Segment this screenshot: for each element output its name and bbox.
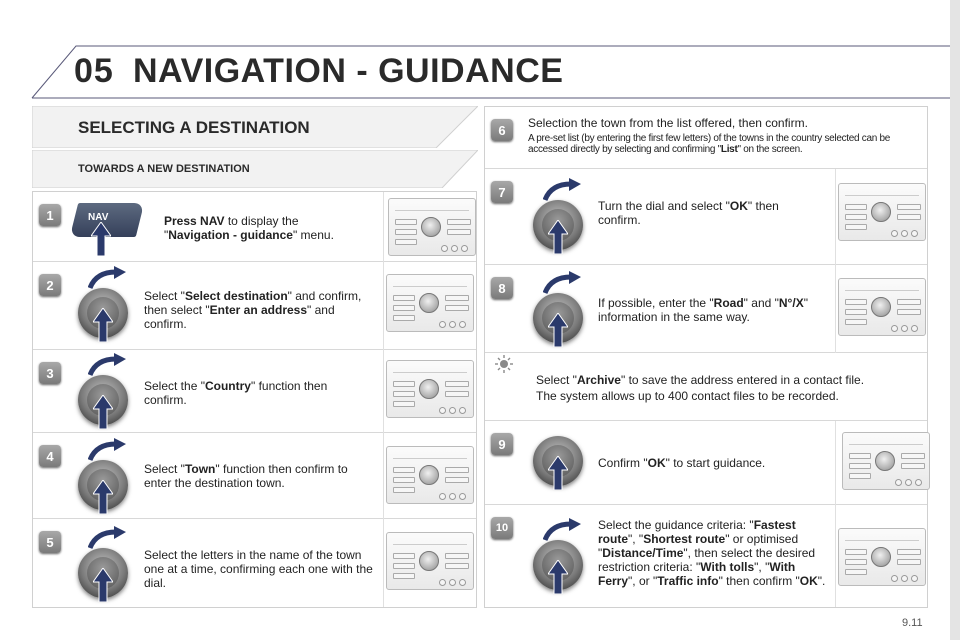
- press-arrow-icon: [93, 395, 113, 429]
- step-badge: 7: [491, 181, 513, 203]
- subsection-banner: [32, 150, 478, 188]
- step-badge: 9: [491, 433, 513, 455]
- bold-term: With tolls: [700, 560, 755, 574]
- step-6-text: Selection the town from the list offered, then confirm.: [528, 116, 808, 130]
- press-arrow-icon: [93, 480, 113, 514]
- text-span: Select ": [144, 289, 185, 303]
- section-title: SELECTING A DESTINATION: [78, 118, 310, 137]
- bold-term: OK: [647, 456, 666, 470]
- text-span: ".: [817, 574, 826, 588]
- text-span: " and confirm.: [144, 303, 335, 331]
- step-badge: 5: [39, 531, 61, 553]
- text-span: ", then select the desired restriction criteria: ": [598, 546, 816, 574]
- step-9-text: [598, 456, 828, 470]
- text-span: Confirm ": [598, 456, 648, 470]
- turn-arrow-icon: [543, 518, 583, 542]
- radio-unit-illustration: [838, 528, 926, 586]
- bold-term: Select destination: [184, 289, 288, 303]
- radio-unit-illustration: [386, 446, 474, 504]
- column-divider: [835, 169, 836, 353]
- text-span: Select ": [536, 373, 577, 387]
- text-span: Select ": [144, 462, 185, 476]
- step-6-note: [528, 133, 920, 155]
- radio-unit-illustration: [838, 183, 926, 241]
- text-span: " or optimised ": [598, 532, 799, 560]
- bold-term: List: [720, 144, 738, 155]
- press-arrow-icon: [548, 560, 568, 594]
- text-span: " to start guidance.: [665, 456, 766, 470]
- text-span: Select the ": [144, 379, 205, 393]
- text-span: ", ": [754, 560, 770, 574]
- chapter-number: 05: [74, 52, 114, 90]
- column-divider: [835, 421, 836, 607]
- text-span: Select the letters in the name of the town one at a time, confirming each one with the dial.: [144, 548, 373, 590]
- radio-unit-illustration: [388, 198, 476, 256]
- press-arrow-icon: [548, 313, 568, 347]
- tip-line-2: The system allows up to 400 contact files to be recorded.: [536, 389, 839, 403]
- text-span: ", or ": [628, 574, 658, 588]
- bold-term: OK: [799, 574, 818, 588]
- text-span: " to save the address entered in a contact file.: [620, 373, 865, 387]
- section-subtitle: TOWARDS A NEW DESTINATION: [78, 163, 250, 175]
- bold-term: Road: [713, 296, 744, 310]
- turn-arrow-icon: [543, 271, 583, 295]
- step-10-text: [598, 518, 826, 588]
- step-5-text: [144, 548, 379, 590]
- tip-text: [536, 373, 916, 387]
- lightbulb-icon: [495, 355, 513, 373]
- press-arrow-icon: [93, 308, 113, 342]
- text-span: ", ": [628, 532, 644, 546]
- page-header: [0, 0, 960, 104]
- text-span: " menu.: [292, 228, 334, 242]
- press-arrow-icon: [548, 456, 568, 490]
- text-span: " on the screen.: [737, 144, 803, 155]
- step-4-text: [144, 462, 374, 490]
- turn-arrow-icon: [88, 353, 128, 377]
- radio-unit-illustration: [842, 432, 930, 490]
- tip-row: [485, 353, 927, 421]
- text-span: Turn the dial and select ": [598, 199, 730, 213]
- step-2-text: [144, 289, 379, 331]
- bold-term: Traffic info: [657, 574, 719, 588]
- step-1-text: [164, 214, 354, 242]
- nav-key-label: NAV: [88, 212, 109, 223]
- chapter-title: NAVIGATION - GUIDANCE: [133, 52, 564, 90]
- step-badge: 8: [491, 277, 513, 299]
- bold-term: Fastest route: [598, 518, 796, 546]
- radio-unit-illustration: [838, 278, 926, 336]
- bold-term: OK: [729, 199, 748, 213]
- press-arrow-icon: [548, 220, 568, 254]
- bold-term: Distance/Time: [602, 546, 684, 560]
- press-arrow-icon: [91, 222, 111, 256]
- step-badge: 6: [491, 119, 513, 141]
- radio-unit-illustration: [386, 360, 474, 418]
- text-span: " and ": [743, 296, 779, 310]
- step-badge: 4: [39, 445, 61, 467]
- text-span: " function then confirm to enter the destination town.: [144, 462, 348, 490]
- turn-arrow-icon: [543, 178, 583, 202]
- bold-term: Shortest route: [643, 532, 726, 546]
- bold-term: Archive: [576, 373, 621, 387]
- text-span: ": [164, 228, 169, 242]
- text-span: " and confirm, then select ": [144, 289, 362, 317]
- radio-unit-illustration: [386, 274, 474, 332]
- bold-term: Country: [204, 379, 251, 393]
- column-divider: [383, 192, 384, 607]
- text-span: " then confirm.: [598, 199, 779, 227]
- bold-term: Navigation - guidance: [168, 228, 293, 242]
- radio-unit-illustration: [386, 532, 474, 590]
- step-badge: 10: [491, 517, 513, 539]
- press-arrow-icon: [93, 568, 113, 602]
- text-span: A pre-set list (by entering the first few letters) of the towns in the country selected can be accessed directly by selecting and confirming ": [528, 133, 890, 155]
- text-span: " then confirm ": [718, 574, 800, 588]
- step-badge: 2: [39, 274, 61, 296]
- step-7-text: [598, 199, 808, 227]
- step-3-text: [144, 379, 354, 407]
- step-8-text: [598, 296, 828, 324]
- turn-arrow-icon: [88, 526, 128, 550]
- page-number: 9.11: [902, 617, 923, 629]
- turn-arrow-icon: [88, 438, 128, 462]
- bold-term: With Ferry: [598, 560, 796, 588]
- bold-term: Press NAV: [164, 214, 225, 228]
- step-badge: 1: [39, 204, 61, 226]
- turn-arrow-icon: [88, 266, 128, 290]
- text-span: " information in the same way.: [598, 296, 808, 324]
- section-banner: [32, 106, 478, 148]
- text-span: If possible, enter the ": [598, 296, 714, 310]
- side-strip: [950, 0, 960, 640]
- text-span: Select the guidance criteria: ": [598, 518, 754, 532]
- step-badge: 3: [39, 362, 61, 384]
- text-span: to display the: [224, 214, 299, 228]
- text-span: " function then confirm.: [144, 379, 328, 407]
- bold-term: Town: [184, 462, 216, 476]
- bold-term: N°/X: [778, 296, 804, 310]
- bold-term: Enter an address: [209, 303, 308, 317]
